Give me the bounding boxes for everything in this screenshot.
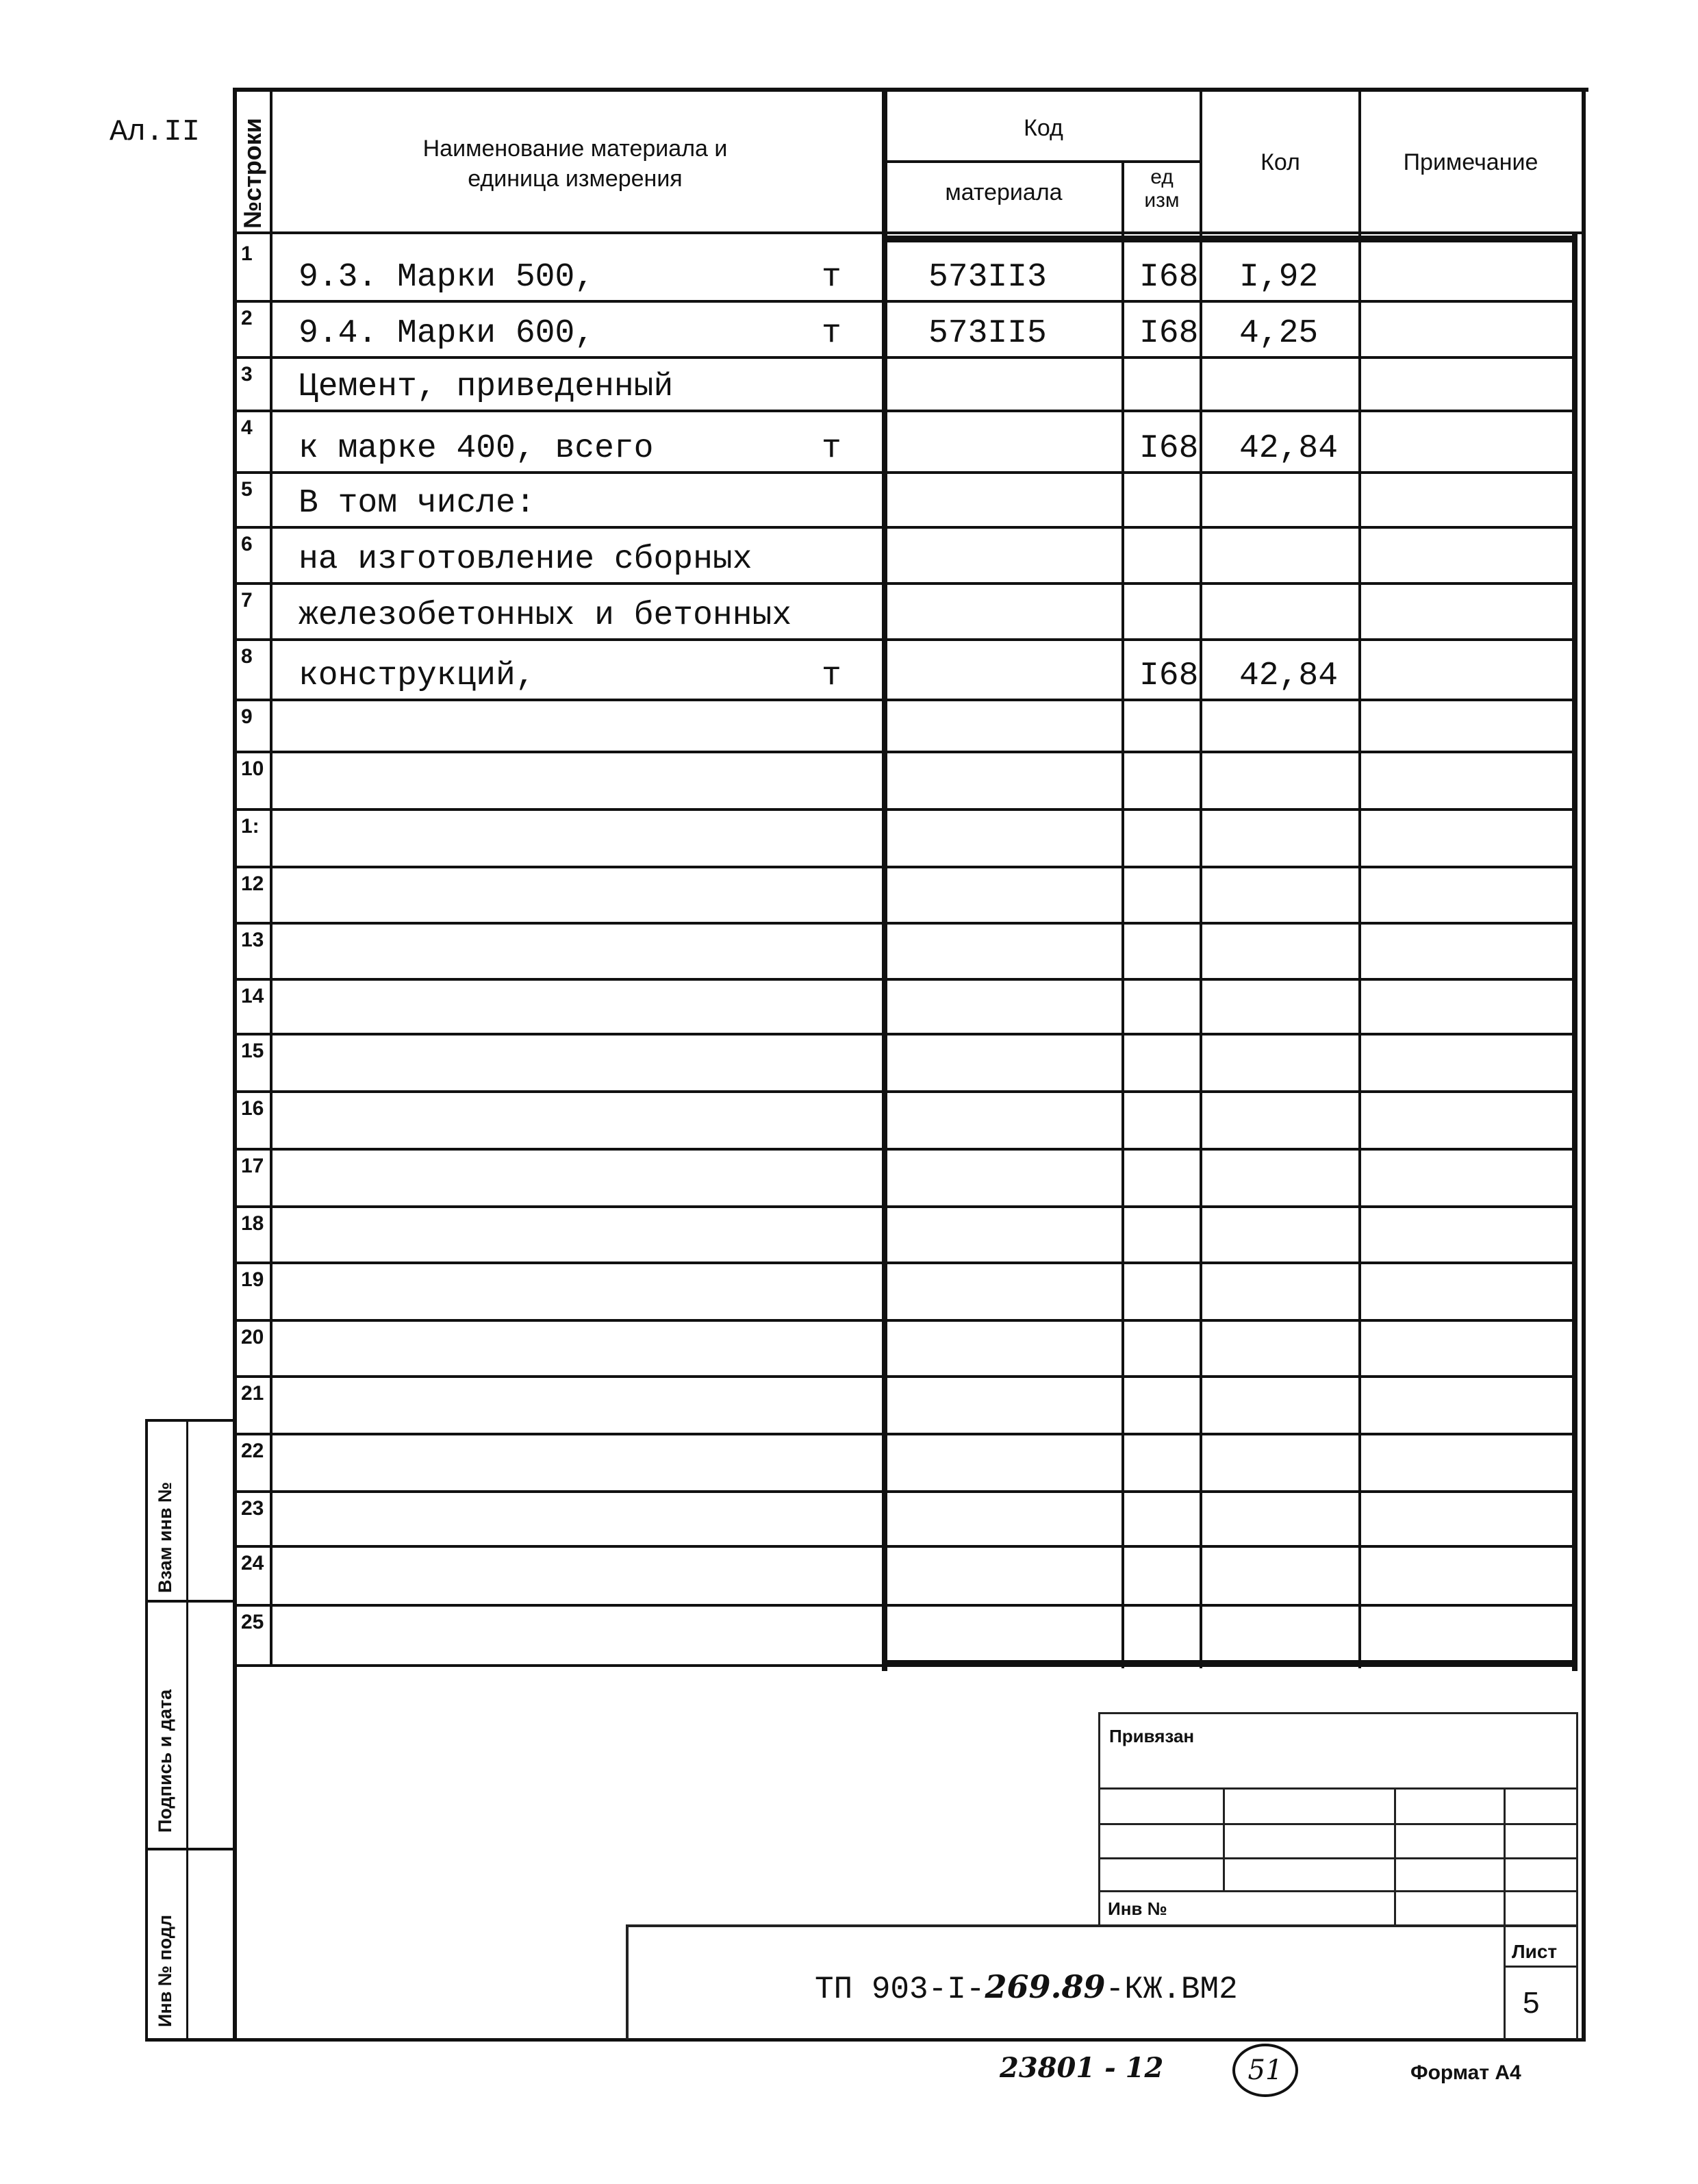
- row-separator: [236, 1319, 1575, 1322]
- stamp-sep-1: [145, 1600, 234, 1603]
- row-separator: [236, 356, 1575, 359]
- tb-vline-a: [1223, 1787, 1225, 1892]
- row-number: 14: [241, 985, 264, 1007]
- stamp-sep-2: [145, 1848, 234, 1850]
- tb-row2: [1098, 1823, 1577, 1825]
- code-header: Код: [1024, 115, 1063, 141]
- row-number: 7: [241, 589, 253, 612]
- frame-left: [233, 89, 237, 2041]
- row-separator: [236, 582, 1575, 585]
- document-code: [815, 1968, 1238, 2007]
- tb-main-top: [626, 1924, 1577, 1927]
- col-unit-left: [1122, 162, 1124, 1668]
- row-separator: [236, 699, 1575, 701]
- quantity: 42,84: [1239, 657, 1339, 694]
- row-number: 3: [241, 363, 253, 386]
- circled-number-text: 51: [1247, 2055, 1283, 2086]
- material-name: Цемент, приведенный: [299, 368, 674, 405]
- row-separator: [236, 1148, 1575, 1151]
- tb-vline-b: [1394, 1787, 1396, 1926]
- row-number: 10: [241, 757, 264, 780]
- row-number: 16: [241, 1097, 264, 1120]
- doc-code-prefix: ТП 903-I-: [815, 1972, 985, 2007]
- rownum-col-line: [270, 89, 273, 1664]
- unit-of-measure: т: [822, 259, 841, 296]
- code-subheader-line: [883, 160, 1202, 163]
- row-number: 9: [241, 705, 253, 728]
- material-name: 9.3. Марки 500,: [299, 259, 595, 296]
- tb-top: [1098, 1712, 1577, 1714]
- material-name: 9.4. Марки 600,: [299, 315, 595, 352]
- header-bottom-line: [233, 231, 1586, 234]
- privyazan-label: Привязан: [1109, 1726, 1195, 1746]
- row-number-header: №строки: [238, 118, 266, 229]
- name-header-line1: Наименование материала и: [422, 136, 728, 162]
- frame-right: [1582, 88, 1586, 2039]
- table-bottom-thick: [883, 1660, 1577, 1667]
- row-number: 23: [241, 1497, 264, 1520]
- col-qty-left: [1200, 89, 1202, 1668]
- doc-code-handwritten: 269.89: [985, 1968, 1106, 2005]
- stamp-podpis-label: Подпись и дата: [155, 1689, 175, 1833]
- row-separator: [236, 1545, 1575, 1548]
- material-name: к марке 400, всего: [299, 430, 654, 467]
- tb-main-left: [626, 1924, 629, 2039]
- row-separator: [236, 638, 1575, 641]
- row-separator: [236, 922, 1575, 925]
- row-separator: [236, 1604, 1575, 1607]
- row-number: 12: [241, 873, 264, 895]
- quantity: 42,84: [1239, 430, 1339, 467]
- material-code: 573II3: [928, 259, 1047, 296]
- row-number: 19: [241, 1268, 264, 1291]
- sheet-label-text: Лист: [1512, 1941, 1558, 1962]
- table-bottom-line: [233, 1664, 890, 1667]
- unit-header-1: ед: [1150, 166, 1174, 188]
- stamp-inner-line: [186, 1420, 188, 2039]
- row-number: 13: [241, 929, 264, 951]
- row-number: 18: [241, 1212, 264, 1235]
- unit-header-2: изм: [1144, 189, 1180, 212]
- tb-row1: [1098, 1787, 1577, 1790]
- row-separator: [236, 410, 1575, 412]
- row-separator: [236, 1490, 1575, 1493]
- unit-code: I68: [1139, 430, 1199, 467]
- row-separator: [236, 1375, 1575, 1378]
- row-number: 24: [241, 1552, 264, 1574]
- row-number: 21: [241, 1382, 264, 1405]
- name-header-line2: единица измерения: [468, 166, 683, 192]
- unit-of-measure: т: [822, 657, 841, 694]
- row-number: 22: [241, 1440, 264, 1462]
- row-number: 4: [241, 416, 253, 439]
- tb-sheet-sep: [1504, 1966, 1577, 1968]
- unit-code: I68: [1139, 315, 1199, 352]
- row-separator: [236, 1205, 1575, 1208]
- tb-privyazan-left: [1098, 1712, 1100, 1926]
- row-number: 5: [241, 478, 253, 501]
- material-name: конструкций,: [299, 657, 535, 694]
- row-number: 1:: [241, 815, 259, 838]
- row-separator: [236, 751, 1575, 753]
- row-separator: [236, 866, 1575, 868]
- unit-of-measure: т: [822, 315, 841, 352]
- stamp-inv-podl-label: Инв № подл: [155, 1914, 175, 2027]
- row-number: 8: [241, 645, 253, 668]
- row-number: 6: [241, 533, 253, 555]
- tb-right: [1576, 1712, 1578, 2039]
- circled-number: [1232, 2044, 1298, 2097]
- format-label: Формат А4: [1410, 2061, 1521, 2084]
- row-number: 2: [241, 307, 253, 329]
- frame-top: [233, 88, 1588, 92]
- row-number: 25: [241, 1611, 264, 1633]
- stamp-top: [145, 1419, 234, 1422]
- qty-header: Кол: [1260, 149, 1300, 175]
- inv-no-label: Инв №: [1108, 1898, 1167, 1919]
- material-name: В том числе:: [299, 485, 535, 522]
- unit-of-measure: т: [822, 430, 841, 467]
- quantity: I,92: [1239, 259, 1319, 296]
- row-separator: [236, 526, 1575, 529]
- row-separator: [236, 1033, 1575, 1035]
- row-separator: [236, 1090, 1575, 1093]
- row-separator: [236, 300, 1575, 303]
- header-bottom-thick: [883, 236, 1577, 242]
- col-right-thick: [1572, 233, 1577, 1671]
- row-number: 15: [241, 1040, 264, 1062]
- row-separator: [236, 471, 1575, 474]
- sheet-label: Ал.II: [110, 115, 201, 149]
- stamp-outer-left: [145, 1420, 148, 2039]
- note-header: Примечание: [1403, 149, 1538, 175]
- tb-row3: [1098, 1857, 1577, 1859]
- unit-code: I68: [1139, 259, 1199, 296]
- material-name: на изготовление сборных: [299, 541, 752, 578]
- row-number: 20: [241, 1326, 264, 1348]
- unit-code: I68: [1139, 657, 1199, 694]
- frame-bottom: [145, 2038, 1586, 2042]
- stamp-vzam-label: Взам инв №: [155, 1481, 175, 1593]
- material-name: железобетонных и бетонных: [299, 597, 792, 634]
- doc-code-suffix: -КЖ.ВМ2: [1105, 1972, 1238, 2007]
- row-separator: [236, 1262, 1575, 1264]
- material-header: материала: [945, 179, 1063, 205]
- material-code: 573II5: [928, 315, 1047, 352]
- quantity: 4,25: [1239, 315, 1319, 352]
- tb-vline-c: [1504, 1787, 1506, 2039]
- tb-row4: [1098, 1890, 1577, 1892]
- row-number: 1: [241, 242, 253, 265]
- row-separator: [236, 1433, 1575, 1435]
- row-separator: [236, 978, 1575, 981]
- row-separator: [236, 808, 1575, 811]
- row-number: 17: [241, 1155, 264, 1177]
- order-number: 23801 - 12: [1000, 2052, 1164, 2084]
- col-note-left: [1358, 89, 1361, 1668]
- sheet-number: 5: [1523, 1986, 1540, 2020]
